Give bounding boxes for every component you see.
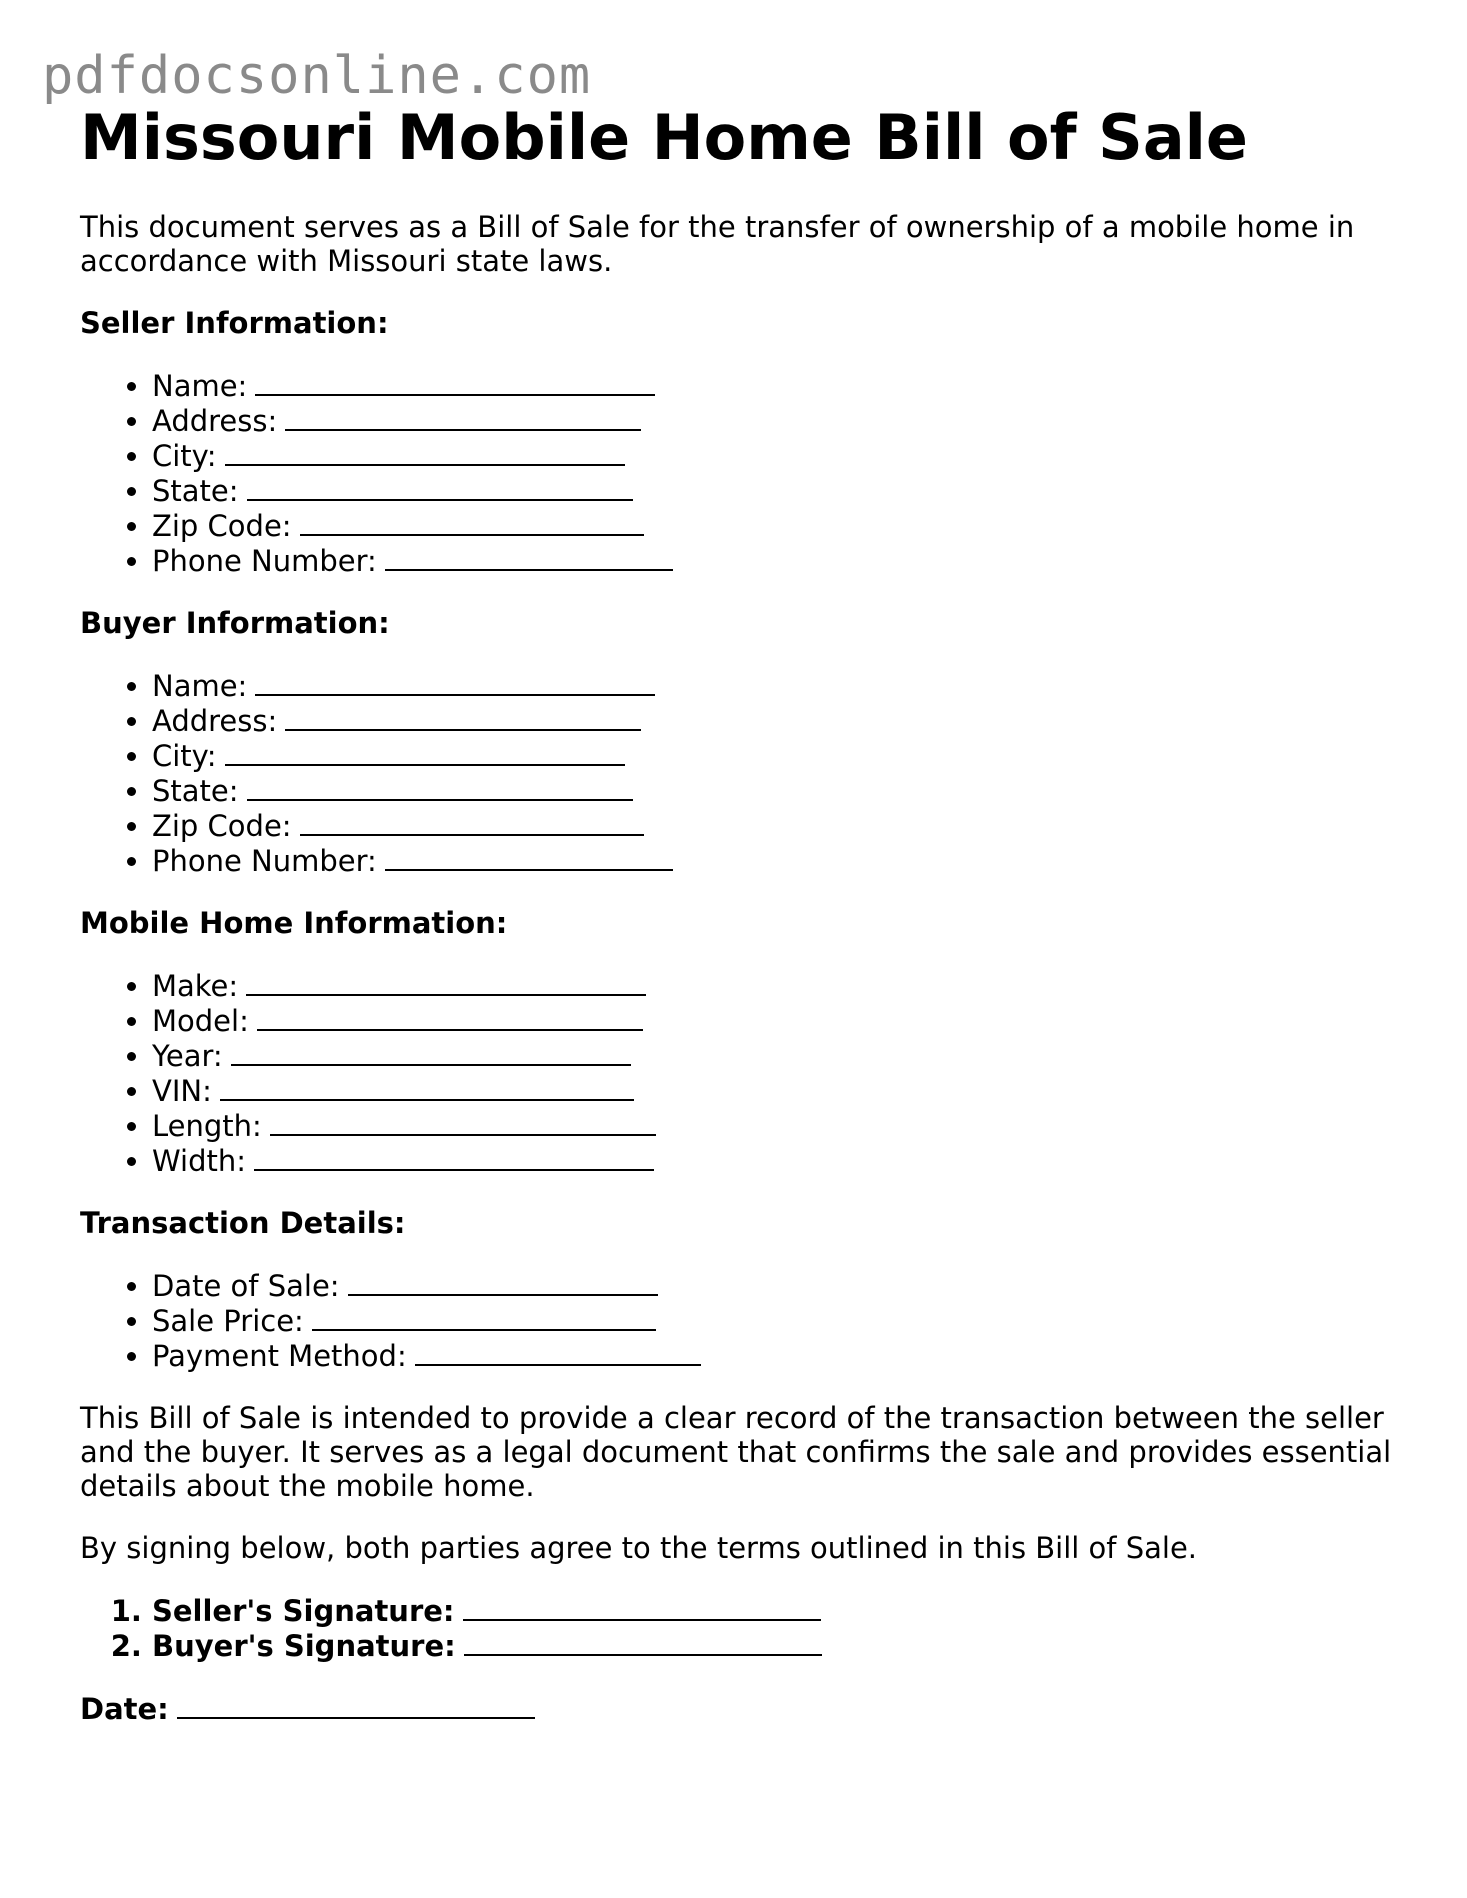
buyer-zip-blank[interactable] <box>300 808 644 836</box>
seller-zip-blank[interactable] <box>300 508 644 536</box>
signature-list <box>80 1593 1400 1663</box>
length-blank[interactable] <box>270 1108 656 1136</box>
seller-zip-field: • Zip Code: <box>152 508 1400 543</box>
sale-price-blank[interactable] <box>312 1303 656 1331</box>
seller-name-field: • Name: <box>152 368 1400 403</box>
width-field: • Width: <box>152 1143 1400 1178</box>
seller-address-blank[interactable] <box>285 403 641 431</box>
seller-address-field: • Address: <box>152 403 1400 438</box>
length-field: • Length: <box>152 1108 1400 1143</box>
buyer-phone-blank[interactable] <box>385 843 673 871</box>
make-blank[interactable] <box>246 968 646 996</box>
buyer-signature-blank[interactable] <box>464 1628 822 1656</box>
mobile-home-fields <box>80 968 1400 1178</box>
buyer-signature-field: 2. Buyer's Signature: <box>152 1628 1400 1663</box>
buyer-phone-field: • Phone Number: <box>152 843 1400 878</box>
sale-price-field: • Sale Price: <box>152 1303 1400 1338</box>
buyer-address-blank[interactable] <box>285 703 641 731</box>
make-field: • Make: <box>152 968 1400 1003</box>
seller-phone-blank[interactable] <box>385 543 673 571</box>
buyer-state-blank[interactable] <box>247 773 633 801</box>
payment-method-field: • Payment Method: <box>152 1338 1400 1373</box>
buyer-city-blank[interactable] <box>225 738 625 766</box>
date-of-sale-field: • Date of Sale: <box>152 1268 1400 1303</box>
buyer-heading: Buyer Information: <box>80 606 390 640</box>
seller-heading: Seller Information: <box>80 306 389 340</box>
width-blank[interactable] <box>254 1143 654 1171</box>
seller-city-field: • City: <box>152 438 1400 473</box>
intro-paragraph: This document serves as a Bill of Sale for the transfer of ownership of a mobile home in accordance with Missouri state laws. <box>80 210 1355 278</box>
seller-state-blank[interactable] <box>247 473 633 501</box>
watermark: pdfdocsonline.com <box>42 46 592 106</box>
mobile-home-heading: Mobile Home Information: <box>80 906 508 940</box>
model-field: • Model: <box>152 1003 1400 1038</box>
agreement-paragraph: By signing below, both parties agree to the terms outlined in this Bill of Sale. <box>80 1531 1198 1565</box>
seller-name-blank[interactable] <box>255 368 655 396</box>
seller-phone-field: • Phone Number: <box>152 543 1400 578</box>
year-blank[interactable] <box>231 1038 631 1066</box>
date-field: Date: <box>80 1691 1400 1726</box>
document-title: Missouri Mobile Home Bill of Sale <box>80 101 1248 174</box>
seller-state-field: • State: <box>152 473 1400 508</box>
seller-signature-field: 1. Seller's Signature: <box>152 1593 1400 1628</box>
buyer-name-blank[interactable] <box>255 668 655 696</box>
buyer-state-field: • State: <box>152 773 1400 808</box>
buyer-address-field: • Address: <box>152 703 1400 738</box>
buyer-name-field: • Name: <box>152 668 1400 703</box>
buyer-city-field: • City: <box>152 738 1400 773</box>
year-field: • Year: <box>152 1038 1400 1073</box>
vin-blank[interactable] <box>220 1073 634 1101</box>
vin-field: • VIN: <box>152 1073 1400 1108</box>
buyer-fields <box>80 668 1400 878</box>
model-blank[interactable] <box>257 1003 643 1031</box>
buyer-zip-field: • Zip Code: <box>152 808 1400 843</box>
seller-city-blank[interactable] <box>225 438 625 466</box>
document-page <box>80 100 1400 1726</box>
seller-fields <box>80 368 1400 578</box>
payment-method-blank[interactable] <box>415 1338 701 1366</box>
date-of-sale-blank[interactable] <box>348 1268 658 1296</box>
purpose-paragraph: This Bill of Sale is intended to provide a clear record of the transaction between the seller and the buyer. It serves as a legal document that confirms the sale and provides essential details about the mobile home. <box>80 1401 1392 1503</box>
transaction-heading: Transaction Details: <box>80 1206 406 1240</box>
transaction-fields <box>80 1268 1400 1373</box>
date-blank[interactable] <box>177 1691 535 1719</box>
seller-signature-blank[interactable] <box>463 1593 821 1621</box>
